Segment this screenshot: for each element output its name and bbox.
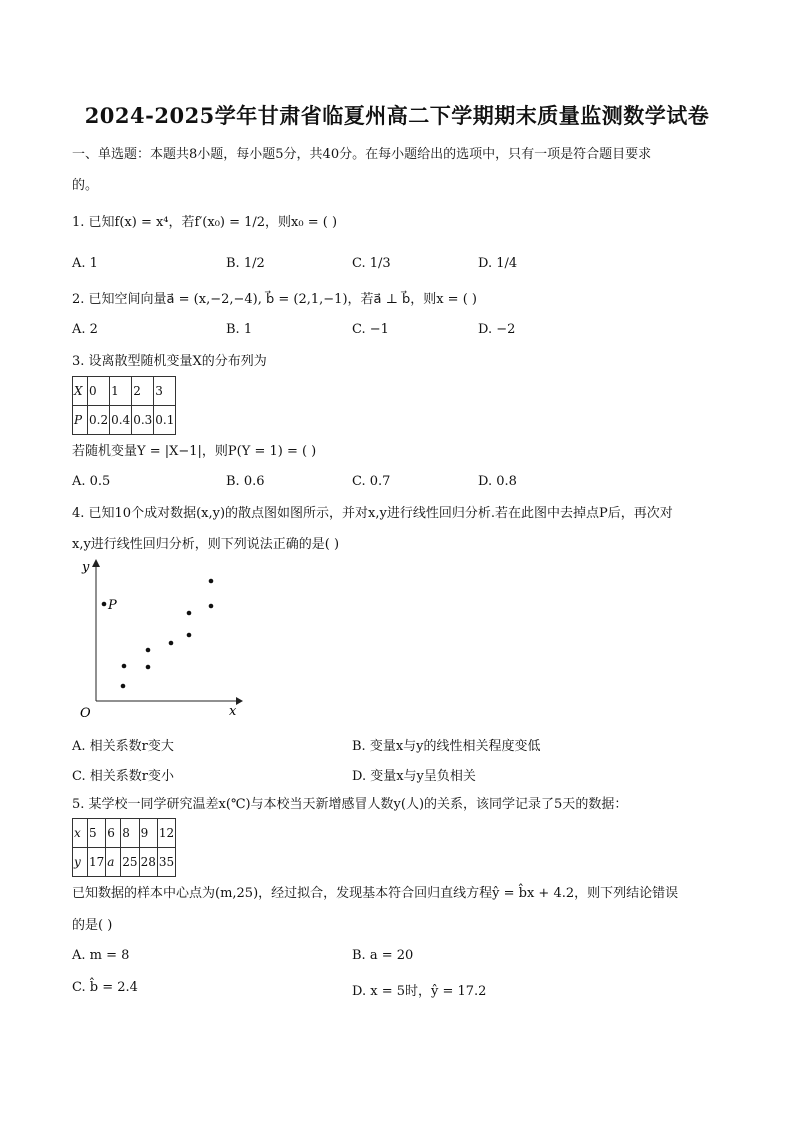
q5-option-c: C. b̂ = 2.4 <box>72 980 138 995</box>
table-row <box>73 406 176 435</box>
table-cell: 28 <box>139 848 157 877</box>
y-axis-label: y <box>82 560 90 575</box>
q2-option-c: C. −1 <box>352 322 389 337</box>
q1-option-d: D. 1/4 <box>478 256 518 271</box>
data-point <box>122 664 127 669</box>
y-axis-arrow <box>92 559 100 567</box>
table-cell: 2 <box>132 377 154 406</box>
q4-option-b: B. 变量x与y的线性相关程度变低 <box>352 739 541 754</box>
q2-option-b: B. 1 <box>226 322 253 337</box>
q1-option-a: A. 1 <box>72 256 98 271</box>
q5-option-a: A. m = 8 <box>72 948 130 963</box>
q3-follow: 若随机变量Y = |X−1|，则P(Y = 1) = ( ) <box>72 444 317 459</box>
q4-stem-cont: x,y进行线性回归分析，则下列说法正确的是( ) <box>72 537 340 552</box>
table-cell: 1 <box>110 377 132 406</box>
table-cell: x <box>73 819 88 848</box>
table-cell: 6 <box>106 819 121 848</box>
table-cell: 3 <box>154 377 176 406</box>
table-cell: P <box>73 406 88 435</box>
q1-option-b: B. 1/2 <box>226 256 265 271</box>
q4-scatter-plot <box>68 555 248 725</box>
q2-option-d: D. −2 <box>478 322 516 337</box>
data-point <box>209 604 214 609</box>
q2-option-a: A. 2 <box>72 322 98 337</box>
q3-distribution-table <box>72 376 176 435</box>
q5-option-d: D. x = 5时，ŷ = 17.2 <box>352 984 487 999</box>
q3-option-d: D. 0.8 <box>478 474 517 489</box>
q1-stem: 1. 已知f(x) = x⁴，若f′(x₀) = 1/2，则x₀ = ( ) <box>72 215 338 230</box>
q2-stem: 2. 已知空间向量a⃗ = (x,−2,−4), b⃗ = (2,1,−1)，若a⃗ ⊥ b⃗，则x = ( ) <box>72 292 477 307</box>
table-cell: 25 <box>121 848 139 877</box>
point-p-label: P <box>108 598 117 613</box>
q1-option-c: C. 1/3 <box>352 256 391 271</box>
data-point <box>169 641 174 646</box>
table-row <box>73 377 176 406</box>
q3-option-b: B. 0.6 <box>226 474 265 489</box>
table-row <box>73 848 176 877</box>
q4-option-d: D. 变量x与y呈负相关 <box>352 769 476 784</box>
section-heading: 一、单选题：本题共8小题，每小题5分，共40分。在每小题给出的选项中，只有一项是符合题目要求 <box>72 147 652 162</box>
page-title: 2024-2025学年甘肃省临夏州高二下学期期末质量监测数学试卷 <box>84 103 710 128</box>
table-cell: 0.3 <box>132 406 154 435</box>
q3-option-a: A. 0.5 <box>72 474 111 489</box>
table-cell: 0.4 <box>110 406 132 435</box>
q3-option-c: C. 0.7 <box>352 474 391 489</box>
table-cell: X <box>73 377 88 406</box>
data-point <box>121 684 126 689</box>
table-row <box>73 819 176 848</box>
table-cell: 35 <box>157 848 175 877</box>
x-axis-label: x <box>229 704 237 719</box>
data-point <box>187 611 192 616</box>
data-point-p <box>102 602 107 607</box>
table-cell: 12 <box>157 819 175 848</box>
table-cell: 0.1 <box>154 406 176 435</box>
q5-follow: 已知数据的样本中心点为(m,25)，经过拟合，发现基本符合回归直线方程ŷ = b̂x + 4.2，则下列结论错误 <box>72 886 679 901</box>
x-axis-arrow <box>236 697 243 705</box>
q4-stem: 4. 已知10个成对数据(x,y)的散点图如图所示，并对x,y进行线性回归分析.若在此图中去掉点P后，再次对 <box>72 506 673 521</box>
section-heading-cont: 的。 <box>72 178 99 193</box>
q5-stem: 5. 某学校一同学研究温差x(℃)与本校当天新增感冒人数y(人)的关系，该同学记录了5天的数据： <box>72 797 628 812</box>
q5-follow-cont: 的是( ) <box>72 918 113 933</box>
q4-option-c: C. 相关系数r变小 <box>72 769 174 784</box>
q4-option-a: A. 相关系数r变大 <box>72 739 174 754</box>
data-point <box>146 648 151 653</box>
table-cell: 0.2 <box>88 406 110 435</box>
table-cell: 17 <box>88 848 106 877</box>
q5-option-b: B. a = 20 <box>352 948 414 963</box>
origin-label: O <box>80 706 91 721</box>
data-point <box>187 633 192 638</box>
q3-stem: 3. 设离散型随机变量X的分布列为 <box>72 354 267 369</box>
data-point <box>146 665 151 670</box>
q5-data-table <box>72 818 176 877</box>
table-cell: 9 <box>139 819 157 848</box>
data-point <box>209 579 214 584</box>
table-cell: a <box>106 848 121 877</box>
table-cell: 5 <box>88 819 106 848</box>
table-cell: 8 <box>121 819 139 848</box>
table-cell: y <box>73 848 88 877</box>
table-cell: 0 <box>88 377 110 406</box>
